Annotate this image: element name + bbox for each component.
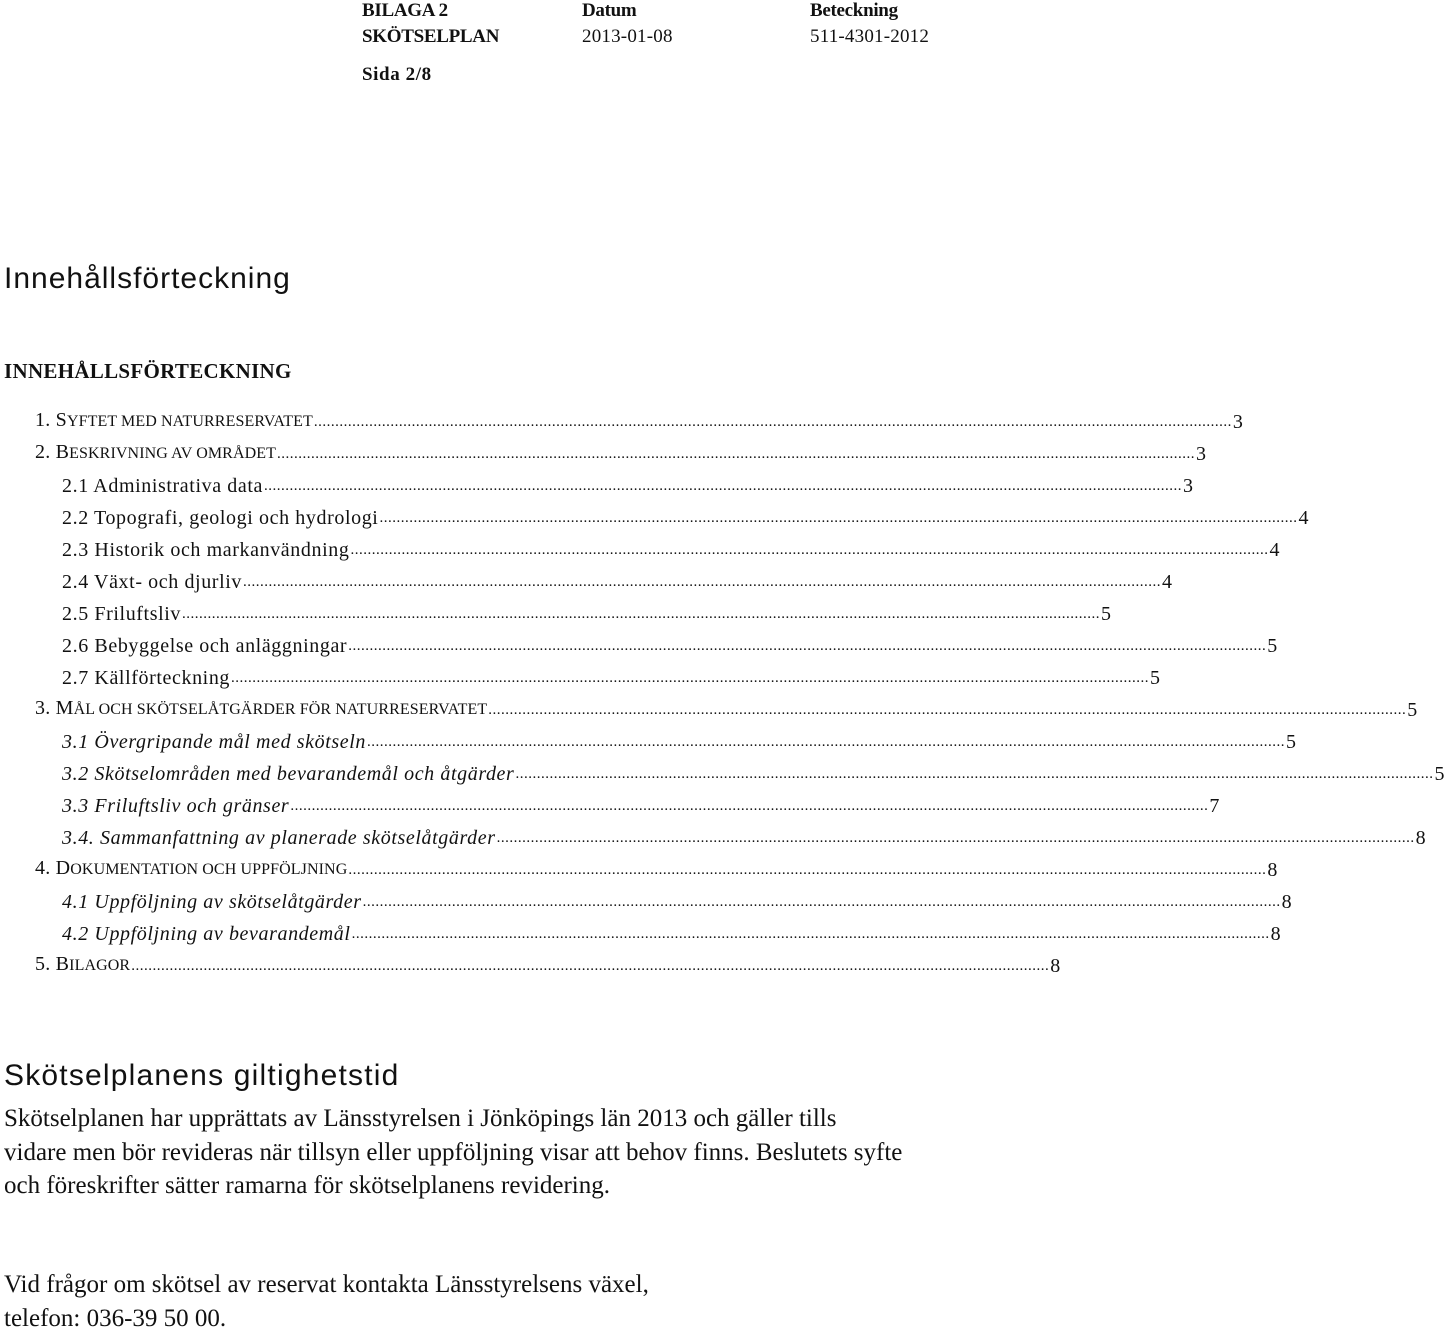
reference-label: Beteckning <box>810 0 898 21</box>
toc-page-number: 5 <box>1267 635 1278 657</box>
toc-page-number: 3 <box>1183 475 1193 497</box>
toc-entry-label: 3.1 Övergripande mål med skötseln <box>62 731 367 753</box>
page-title: Innehållsförteckning <box>4 262 291 295</box>
toc-leader: ........................................................................................................................................................................................................................ <box>351 926 1270 942</box>
toc-page-number: 8 <box>1281 891 1292 913</box>
validity-paragraph: Skötselplanen har upprättats av Länsstyrelsen i Jönköpings län 2013 och gäller tills vidare men bör revideras när tillsyn eller uppföljning visar att behov finns. Beslutets syfte och föreskrifter sätter ramarna för skötselplanens revidering. <box>4 1105 903 1199</box>
date-label: Datum <box>582 0 637 21</box>
toc-entry-label: 2.4 Växt- och djurliv <box>62 571 242 593</box>
toc-entry-label: 4. DOKUMENTATION OCH UPPFÖLJNING <box>35 857 348 879</box>
toc-entry-label: 2.7 Källförteckning <box>62 667 231 689</box>
toc-entry-label: 3.2 Skötselområden med bevarandemål och åtgärder <box>62 763 515 785</box>
toc-page-number: 5 <box>1150 667 1161 689</box>
toc-page-number: 7 <box>1209 795 1220 817</box>
toc-entry-label: 5. BILAGOR <box>35 953 131 975</box>
toc-entry-overgripande-mal[interactable] <box>62 726 1297 754</box>
toc-entry-label: 4.2 Uppföljning av bevarandemål <box>62 923 351 945</box>
document-type: SKÖTSELPLAN <box>362 26 500 47</box>
toc-page-number: 3 <box>1196 443 1207 465</box>
doc-label: BILAGA 2 <box>362 0 448 21</box>
toc-entry-label: 2. BESKRIVNING AV OMRÅDET <box>35 441 277 463</box>
page-number: Sida 2/8 <box>362 64 432 85</box>
reference-value: 511-4301-2012 <box>810 26 930 47</box>
toc-entry-label: 1. SYFTET MED NATURRESERVATET <box>35 409 313 431</box>
toc-leader: ........................................................................................................................................................................................................................ <box>379 510 1298 526</box>
toc-leader: ........................................................................................................................................................................................................................ <box>264 478 1182 494</box>
toc-page-number: 5 <box>1286 731 1297 753</box>
toc-entry-bilagor[interactable] <box>35 950 1061 978</box>
toc-entry-historik[interactable] <box>62 534 1280 562</box>
toc-entry-syftet[interactable] <box>35 406 1243 434</box>
toc-entry-uppfoljning-bevarandemal[interactable] <box>62 918 1281 946</box>
toc-entry-label: 4.1 Uppföljning av skötselåtgärder <box>62 891 362 913</box>
toc-leader: ........................................................................................................................................................................................................................ <box>131 958 1050 974</box>
toc-entry-mal-och-skotselatgarder[interactable] <box>35 694 1418 722</box>
toc-entry-friluftsliv[interactable] <box>62 598 1112 626</box>
toc-page-number: 4 <box>1161 571 1172 593</box>
toc-entry-topografi[interactable] <box>62 502 1309 530</box>
toc-entry-administrativa-data[interactable] <box>62 470 1193 498</box>
toc-entry-label: 3.4. Sammanfattning av planerade skötselåtgärder <box>62 827 496 849</box>
date-value: 2013-01-08 <box>582 26 673 47</box>
toc-leader: ........................................................................................................................................................................................................................ <box>348 862 1267 878</box>
toc-entry-beskrivning[interactable] <box>35 438 1207 466</box>
toc-page-number: 8 <box>1050 955 1061 977</box>
toc-entry-label: 3.3 Friluftsliv och gränser <box>62 795 290 817</box>
toc-entry-label: 2.1 Administrativa data <box>62 475 263 497</box>
toc-entry-kallforteckning[interactable] <box>62 662 1161 690</box>
toc-leader: ........................................................................................................................................................................................................................ <box>350 542 1269 558</box>
toc-page-number: 4 <box>1269 539 1280 561</box>
toc-entry-bebyggelse[interactable] <box>62 630 1278 658</box>
toc-entry-uppfoljning-skotselatgarder[interactable] <box>62 886 1292 914</box>
toc-leader: ........................................................................................................................................................................................................................ <box>488 702 1407 718</box>
validity-heading: Skötselplanens giltighetstid <box>4 1059 400 1092</box>
toc-leader: ........................................................................................................................................................................................................................ <box>515 766 1434 782</box>
toc-entry-dokumentation[interactable] <box>35 854 1278 882</box>
toc-page-number: 5 <box>1407 699 1418 721</box>
toc-entry-vaxt-och-djurliv[interactable] <box>62 566 1172 594</box>
toc-page-number: 4 <box>1298 507 1309 529</box>
toc-leader: ........................................................................................................................................................................................................................ <box>182 606 1101 622</box>
toc-entry-label: 2.3 Historik och markanvändning <box>62 539 350 561</box>
toc-page-number: 8 <box>1270 923 1281 945</box>
contact-paragraph: Vid frågor om skötsel av reservat kontakta Länsstyrelsens växel, telefon: 036-39 50 00. <box>4 1271 649 1332</box>
toc-leader: ........................................................................................................................................................................................................................ <box>496 830 1415 846</box>
toc-page-number: 8 <box>1267 859 1278 881</box>
toc-title: INNEHÅLLSFÖRTECKNING <box>4 359 292 383</box>
toc-entry-skotselomraden[interactable] <box>62 758 1444 786</box>
toc-leader: ........................................................................................................................................................................................................................ <box>290 798 1209 814</box>
toc-leader: ........................................................................................................................................................................................................................ <box>231 670 1150 686</box>
toc-page-number: 5 <box>1101 603 1112 625</box>
toc-leader: ........................................................................................................................................................................................................................ <box>367 734 1286 750</box>
toc-entry-sammanfattning[interactable] <box>62 822 1426 850</box>
toc-page-number: 5 <box>1434 763 1444 785</box>
toc-entry-label: 2.5 Friluftsliv <box>62 603 182 625</box>
toc-page-number: 3 <box>1232 411 1243 433</box>
toc-entry-label: 3. MÅL OCH SKÖTSELÅTGÄRDER FÖR NATURRESERVATET <box>35 697 488 719</box>
toc-leader: ........................................................................................................................................................................................................................ <box>277 446 1196 462</box>
toc-entry-label: 2.6 Bebyggelse och anläggningar <box>62 635 348 657</box>
toc-leader: ........................................................................................................................................................................................................................ <box>242 574 1161 590</box>
toc-leader: ........................................................................................................................................................................................................................ <box>362 894 1281 910</box>
toc-entry-friluftsliv-och-granser[interactable] <box>62 790 1220 818</box>
toc-leader: ........................................................................................................................................................................................................................ <box>313 414 1232 430</box>
toc-leader: ........................................................................................................................................................................................................................ <box>348 638 1267 654</box>
toc-entry-label: 2.2 Topografi, geologi och hydrologi <box>62 507 379 529</box>
toc-page-number: 8 <box>1415 827 1426 849</box>
